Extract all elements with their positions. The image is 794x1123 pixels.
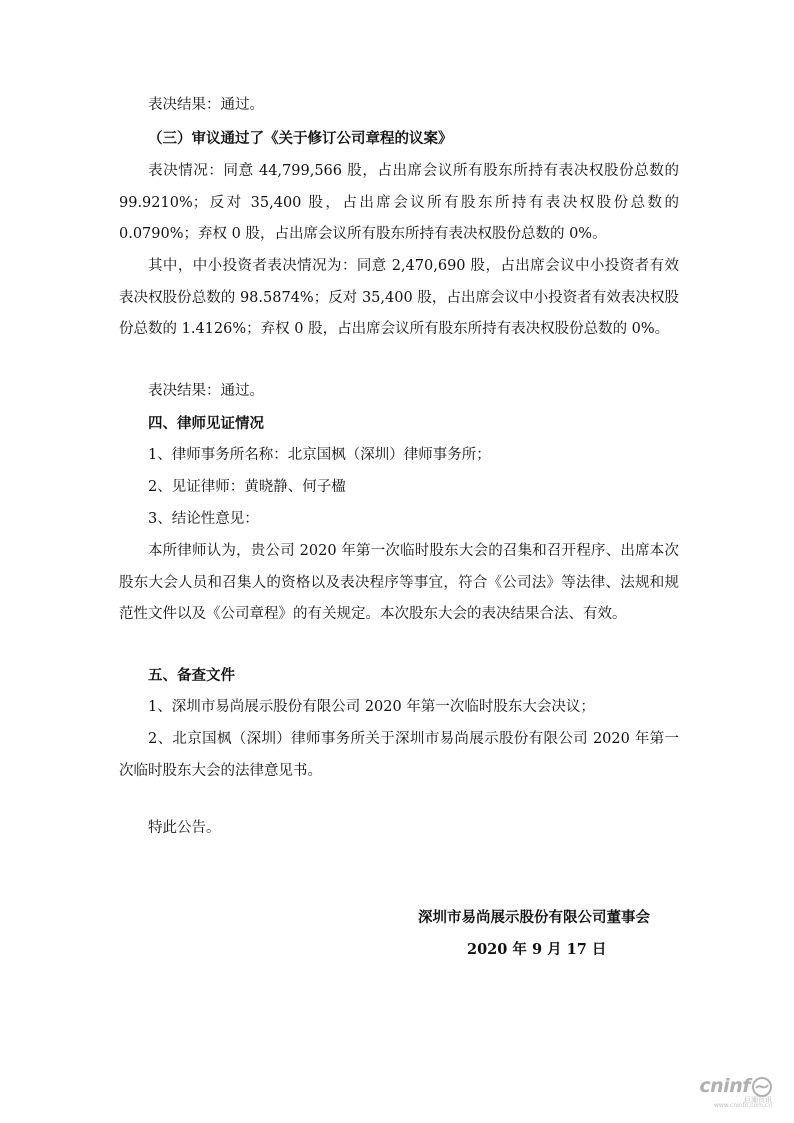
- document-item-1: 1、深圳市易尚展示股份有限公司 2020 年第一次临时股东大会决议；: [148, 699, 595, 715]
- section-heading-documents: 五、备查文件: [148, 667, 235, 684]
- vote-detail-3: 表决情况：同意 44,799,566 股，占出席会议所有股东所持有表决权股份总数的 99.9210%；反对 35,400 股，占出席会议所有股东所持有表决权股份总数的 0.0790%；弃权 0 股，占出席会议所有股东所持有表决权股份总数的 0%。: [119, 163, 679, 242]
- cninfo-brand-text: cninf: [699, 1075, 750, 1097]
- cninfo-watermark: [692, 1075, 772, 1109]
- minority-vote-detail-3: 其中，中小投资者表决情况为：同意 2,470,690 股，占出席会议中小投资者有效表决权股份总数的 98.5874%；反对 35,400 股，占出席会议中小投资者有效表决权股份总数的 1.4126%；弃权 0 股，占出席会议所有股东所持有表决权股份总数的 0%。: [119, 258, 679, 337]
- document-item-2: 2、北京国枫（深圳）律师事务所关于深圳市易尚展示股份有限公司 2020 年第一次临时股东大会的法律意见书。: [119, 731, 679, 779]
- cninfo-chinese-text: 巨潮资讯: [744, 1096, 772, 1104]
- vote-result-3: 表决结果：通过。: [148, 383, 264, 399]
- cninfo-logo-icon: [752, 1077, 772, 1097]
- witness-lawyers: 2、见证律师：黄晓静、何子楹: [148, 479, 346, 495]
- lawyer-opinion: 本所律师认为，贵公司 2020 年第一次临时股东大会的召集和召开程序、出席本次股东大会人员和召集人的资格以及表决程序等事宜，符合《公司法》等法律、法规和规范性文件以及《公司章程》的有关规定。本次股东大会的表决结果合法、有效。: [119, 543, 679, 622]
- cninfo-url-text: www.cninfo.com.cn: [713, 1102, 772, 1109]
- law-firm-name: 1、律师事务所名称：北京国枫（深圳）律师事务所；: [148, 447, 491, 463]
- conclusion-label: 3、结论性意见：: [148, 511, 259, 527]
- vote-result-2: 表决结果：通过。: [148, 97, 264, 113]
- section-heading-lawyer: 四、律师见证情况: [148, 415, 264, 432]
- section-heading-3: （三）审议通过了《关于修订公司章程的议案》: [148, 130, 453, 147]
- signature-company: 深圳市易尚展示股份有限公司董事会: [418, 909, 650, 926]
- announcement-closing: 特此公告。: [148, 820, 221, 836]
- signature-date: 2020 年 9 月 17 日: [467, 941, 607, 958]
